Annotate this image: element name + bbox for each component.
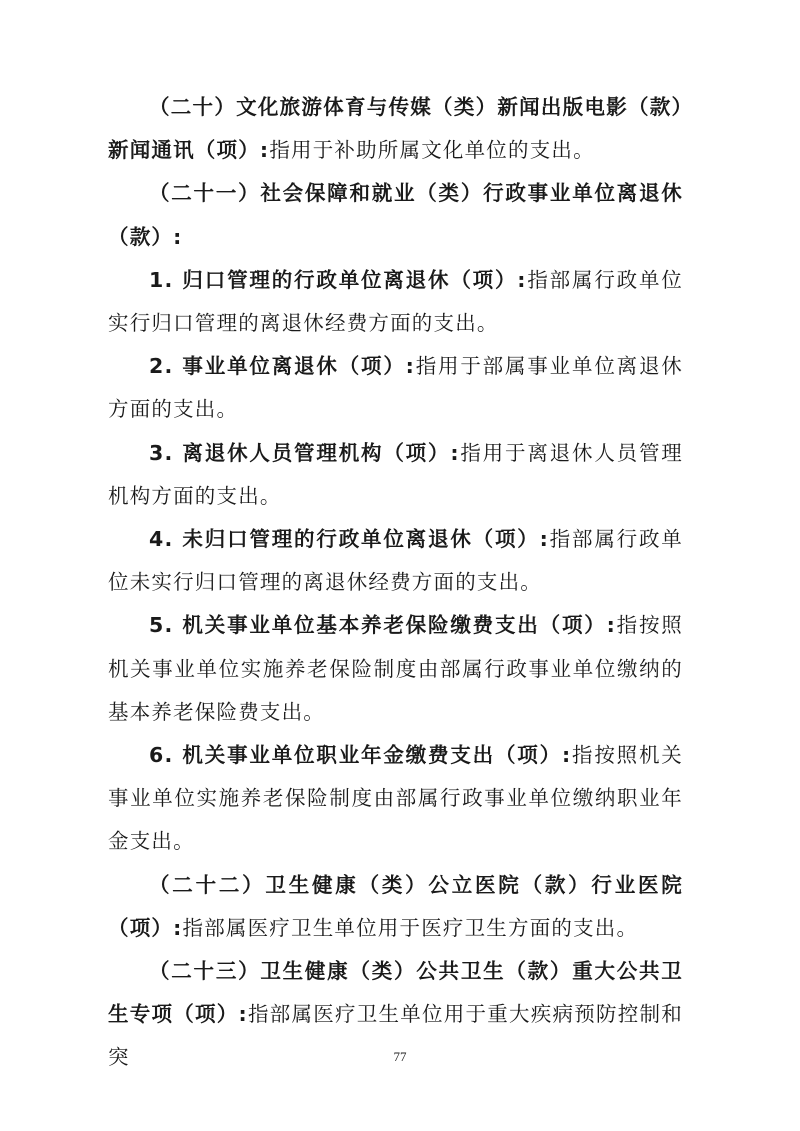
paragraph-text: 指用于部属事业单位离退休方面的支出。 [108,354,683,422]
paragraph-heading: 2. 事业单位离退休（项）: [149,354,416,379]
paragraph-text: 指按照机关事业单位实施养老保险制度由部属行政事业单位缴纳的基本养老保险费支出。 [108,613,683,724]
paragraph-text: 指按照机关事业单位实施养老保险制度由部属行政事业单位缴纳职业年金支出。 [108,743,684,854]
paragraph [108,172,683,258]
paragraph [108,432,683,518]
paragraph [108,86,683,172]
paragraph [108,259,683,345]
paragraph-heading: （二十）文化旅游体育与传媒（类）新闻出版电影（款）新闻通讯（项）: [108,95,683,163]
paragraph-heading: 5. 机关事业单位基本养老保险缴费支出（项）: [149,613,616,638]
paragraph-heading: 4. 未归口管理的行政单位离退休（项）: [149,527,550,552]
paragraph-text: 指部属医疗卫生单位用于重大疾病预防控制和突 [108,1002,683,1070]
paragraph [108,604,683,734]
document-body [108,86,683,1080]
page-number: 77 [393,1049,407,1064]
paragraph-text: 指用于离退休人员管理机构方面的支出。 [108,440,683,508]
paragraph-heading: （二十三）卫生健康（类）公共卫生（款）重大公共卫生专项（项）: [108,959,683,1027]
paragraph [108,518,683,604]
paragraph-text: 指部属行政单位实行归口管理的离退休经费方面的支出。 [108,267,684,336]
paragraph [108,864,683,950]
paragraph-heading: （二十二）卫生健康（类）公立医院（款）行业医院（项）: [108,872,683,940]
paragraph-heading: 3. 离退休人员管理机构（项）: [149,440,460,465]
paragraph-text: 指部属行政单位未实行归口管理的离退休经费方面的支出。 [108,527,684,595]
paragraph-heading: （二十一）社会保障和就业（类）行政事业单位离退休（款）: [108,181,683,249]
paragraph [108,734,683,864]
paragraph-text: 指部属医疗卫生单位用于医疗卫生方面的支出。 [182,915,639,940]
paragraph-text: 指用于补助所属文化单位的支出。 [269,138,595,163]
paragraph-heading: 1. 归口管理的行政单位离退休（项）: [149,267,527,292]
paragraph [108,345,683,431]
paragraph-heading: 6. 机关事业单位职业年金缴费支出（项）: [149,743,572,768]
